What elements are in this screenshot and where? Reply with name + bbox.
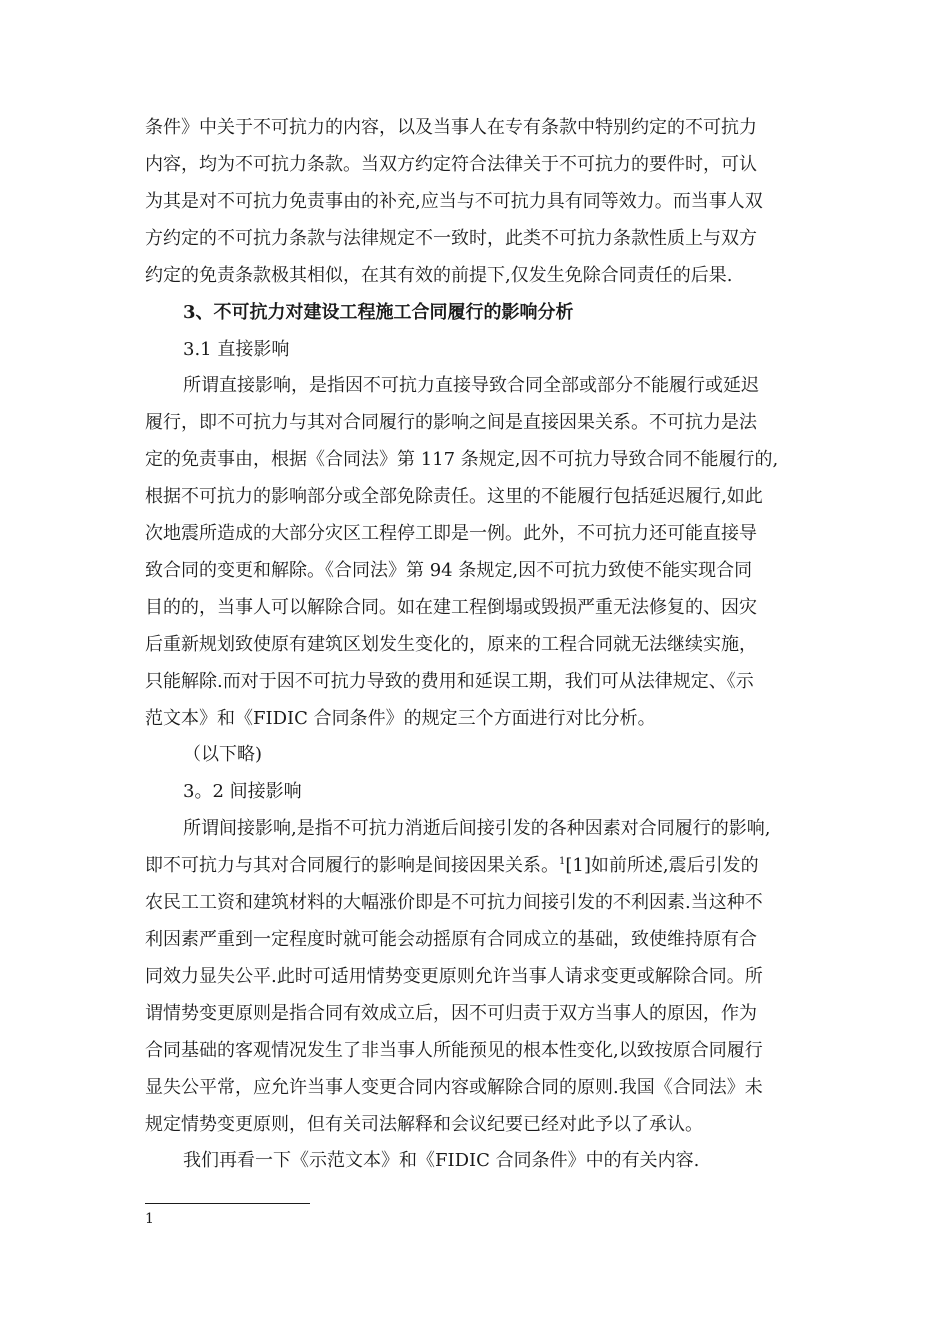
- paragraph-line: 范文本》和《FIDIC 合同条件》的规定三个方面进行对比分析。: [145, 708, 656, 729]
- paragraph-line: 谓情势变更原则是指合同有效成立后，因不可归责于双方当事人的原因，作为: [145, 1003, 757, 1024]
- paragraph-line: 后重新规划致使原有建筑区划发生变化的，原来的工程合同就无法继续实施，: [145, 634, 757, 655]
- footnote-separator: [145, 1203, 310, 1204]
- paragraph-line: 合同基础的客观情况发生了非当事人所能预见的根本性变化,以致按原合同履行: [145, 1040, 763, 1061]
- paragraph-line: 目的的，当事人可以解除合同。如在建工程倒塌或毁损严重无法修复的、因灾: [145, 597, 757, 618]
- paragraph-line: 同效力显失公平.此时可适用情势变更原则允许当事人请求变更或解除合同。所: [145, 966, 763, 987]
- subsection-heading: 3。2 间接影响: [183, 781, 302, 802]
- paragraph-line: 为其是对不可抗力免责事由的补充,应当与不可抗力具有同等效力。而当事人双: [145, 191, 763, 212]
- paragraph-text: [1]如前所述,震后引发的: [565, 855, 759, 876]
- paragraph-line: 条件》中关于不可抗力的内容，以及当事人在专有条款中特别约定的不可抗力: [145, 117, 757, 138]
- paragraph-line: 根据不可抗力的影响部分或全部免除责任。这里的不能履行包括延迟履行,如此: [145, 486, 763, 507]
- footnote-reference[interactable]: 1: [559, 856, 566, 867]
- paragraph-line-with-footnote: [145, 854, 759, 878]
- paragraph-line: 农民工工资和建筑材料的大幅涨价即是不可抗力间接引发的不利因素.当这种不: [145, 892, 763, 913]
- paragraph-line: 约定的免责条款极其相似，在其有效的前提下,仅发生免除合同责任的后果.: [145, 265, 733, 286]
- paragraph-line: 所谓直接影响，是指因不可抗力直接导致合同全部或部分不能履行或延迟: [183, 375, 759, 396]
- paragraph-line: 履行，即不可抗力与其对合同履行的影响之间是直接因果关系。不可抗力是法: [145, 412, 757, 433]
- paragraph-line: 利因素严重到一定程度时就可能会动摇原有合同成立的基础，致使维持原有合: [145, 929, 757, 950]
- omitted-note: （以下略): [183, 744, 263, 765]
- paragraph-line: 内容，均为不可抗力条款。当双方约定符合法律关于不可抗力的要件时，可认: [145, 154, 757, 175]
- subsection-heading: 3.1 直接影响: [183, 339, 290, 360]
- paragraph-line: 定的免责事由，根据《合同法》第 117 条规定,因不可抗力导致合同不能履行的,: [145, 449, 779, 470]
- paragraph-text: 即不可抗力与其对合同履行的影响是间接因果关系。: [145, 855, 559, 876]
- paragraph-line: 次地震所造成的大部分灾区工程停工即是一例。此外，不可抗力还可能直接导: [145, 523, 757, 544]
- paragraph-line: 致合同的变更和解除。《合同法》第 94 条规定,因不可抗力致使不能实现合同: [145, 560, 753, 581]
- footnote-number: 1: [145, 1211, 154, 1227]
- section-heading: 3、不可抗力对建设工程施工合同履行的影响分析: [183, 302, 574, 323]
- paragraph-line: 方约定的不可抗力条款与法律规定不一致时，此类不可抗力条款性质上与双方: [145, 228, 757, 249]
- paragraph-line: 我们再看一下《示范文本》和《FIDIC 合同条件》中的有关内容.: [183, 1150, 700, 1171]
- paragraph-line: 只能解除.而对于因不可抗力导致的费用和延误工期，我们可从法律规定、《示: [145, 671, 754, 692]
- paragraph-line: 显失公平常，应允许当事人变更合同内容或解除合同的原则.我国《合同法》未: [145, 1077, 763, 1098]
- paragraph-line: 所谓间接影响,是指不可抗力消逝后间接引发的各种因素对合同履行的影响,: [183, 818, 771, 839]
- paragraph-line: 规定情势变更原则，但有关司法解释和会议纪要已经对此予以了承认。: [145, 1114, 703, 1135]
